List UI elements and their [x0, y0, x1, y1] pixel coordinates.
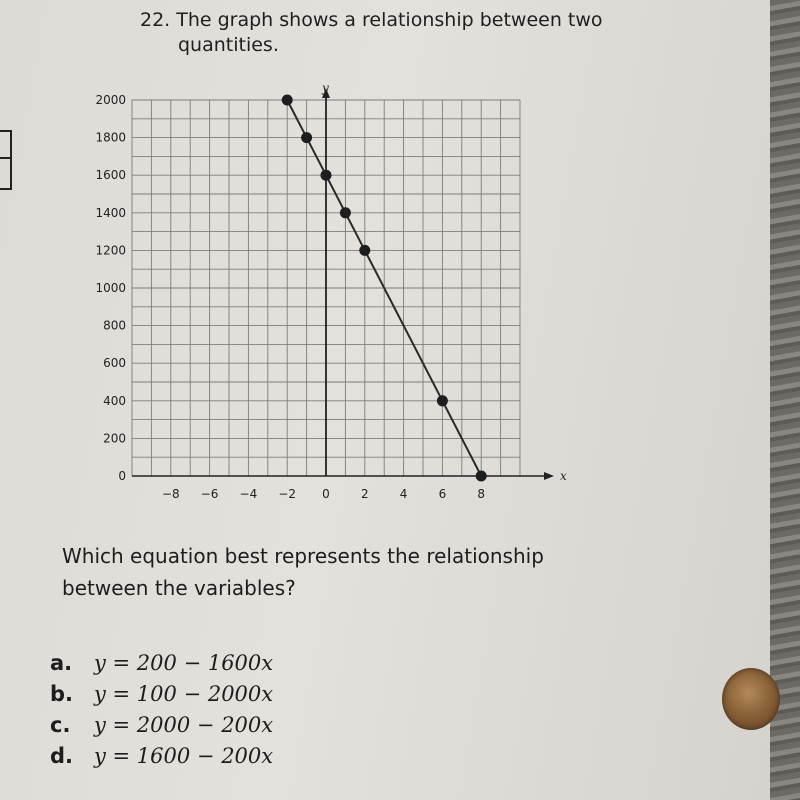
x-tick-label: 4	[399, 487, 408, 501]
data-point	[321, 170, 332, 181]
option-a[interactable]	[50, 648, 470, 679]
option-letter: a.	[50, 651, 73, 675]
answer-options	[50, 648, 470, 772]
question-prompt	[62, 540, 702, 604]
y-tick-label: 200	[103, 431, 126, 446]
x-axis-label: x	[560, 469, 567, 483]
x-tick-label: 2	[360, 487, 369, 501]
x-tick-label: −4	[239, 487, 258, 501]
question-text-line1: The graph shows a relationship between two	[176, 9, 603, 31]
y-tick-label: 1400	[95, 205, 126, 220]
data-point	[301, 132, 312, 143]
prompt-line2: between the variables?	[62, 576, 296, 600]
option-equation: y = 2000 − 200x	[94, 713, 274, 737]
y-tick-label: 2000	[95, 93, 126, 107]
y-tick-label: 1000	[95, 281, 126, 295]
question-text-line2: quantities.	[178, 34, 279, 56]
option-d[interactable]	[50, 741, 470, 772]
data-point	[359, 245, 370, 256]
option-letter: c.	[50, 713, 71, 737]
y-tick-label: 600	[103, 356, 126, 371]
line-graph	[70, 80, 570, 520]
option-equation: y = 200 − 1600x	[94, 651, 274, 675]
option-c[interactable]	[50, 710, 470, 741]
x-tick-label: 0	[322, 487, 330, 501]
x-tick-label: −2	[278, 487, 297, 501]
answer-box-fragment	[0, 130, 12, 190]
prompt-line1: Which equation best represents the relationship	[62, 544, 544, 568]
y-tick-label: 0	[118, 469, 126, 483]
data-point	[476, 471, 487, 482]
question-header	[140, 8, 700, 58]
x-axis-arrow	[544, 472, 554, 480]
y-tick-label: 1200	[95, 243, 126, 258]
question-number: 22.	[140, 9, 171, 31]
y-tick-label: 800	[103, 318, 126, 333]
option-equation: y = 1600 − 200x	[94, 744, 274, 768]
y-tick-label: 400	[103, 393, 126, 408]
coin-object	[722, 668, 780, 730]
option-letter: d.	[50, 744, 74, 768]
y-tick-label: 1800	[95, 130, 126, 145]
x-tick-label: −6	[200, 487, 219, 501]
data-point	[282, 95, 293, 106]
option-b[interactable]	[50, 679, 470, 710]
graph-svg	[70, 80, 570, 520]
option-letter: b.	[50, 682, 74, 706]
option-equation: y = 100 − 2000x	[94, 682, 274, 706]
x-tick-label: 8	[477, 487, 486, 501]
y-tick-label: 1600	[95, 168, 126, 183]
x-tick-label: 6	[438, 487, 447, 501]
y-axis-label: y	[322, 81, 329, 95]
data-point	[437, 395, 448, 406]
x-tick-label: −8	[161, 487, 180, 501]
data-point	[340, 207, 351, 218]
